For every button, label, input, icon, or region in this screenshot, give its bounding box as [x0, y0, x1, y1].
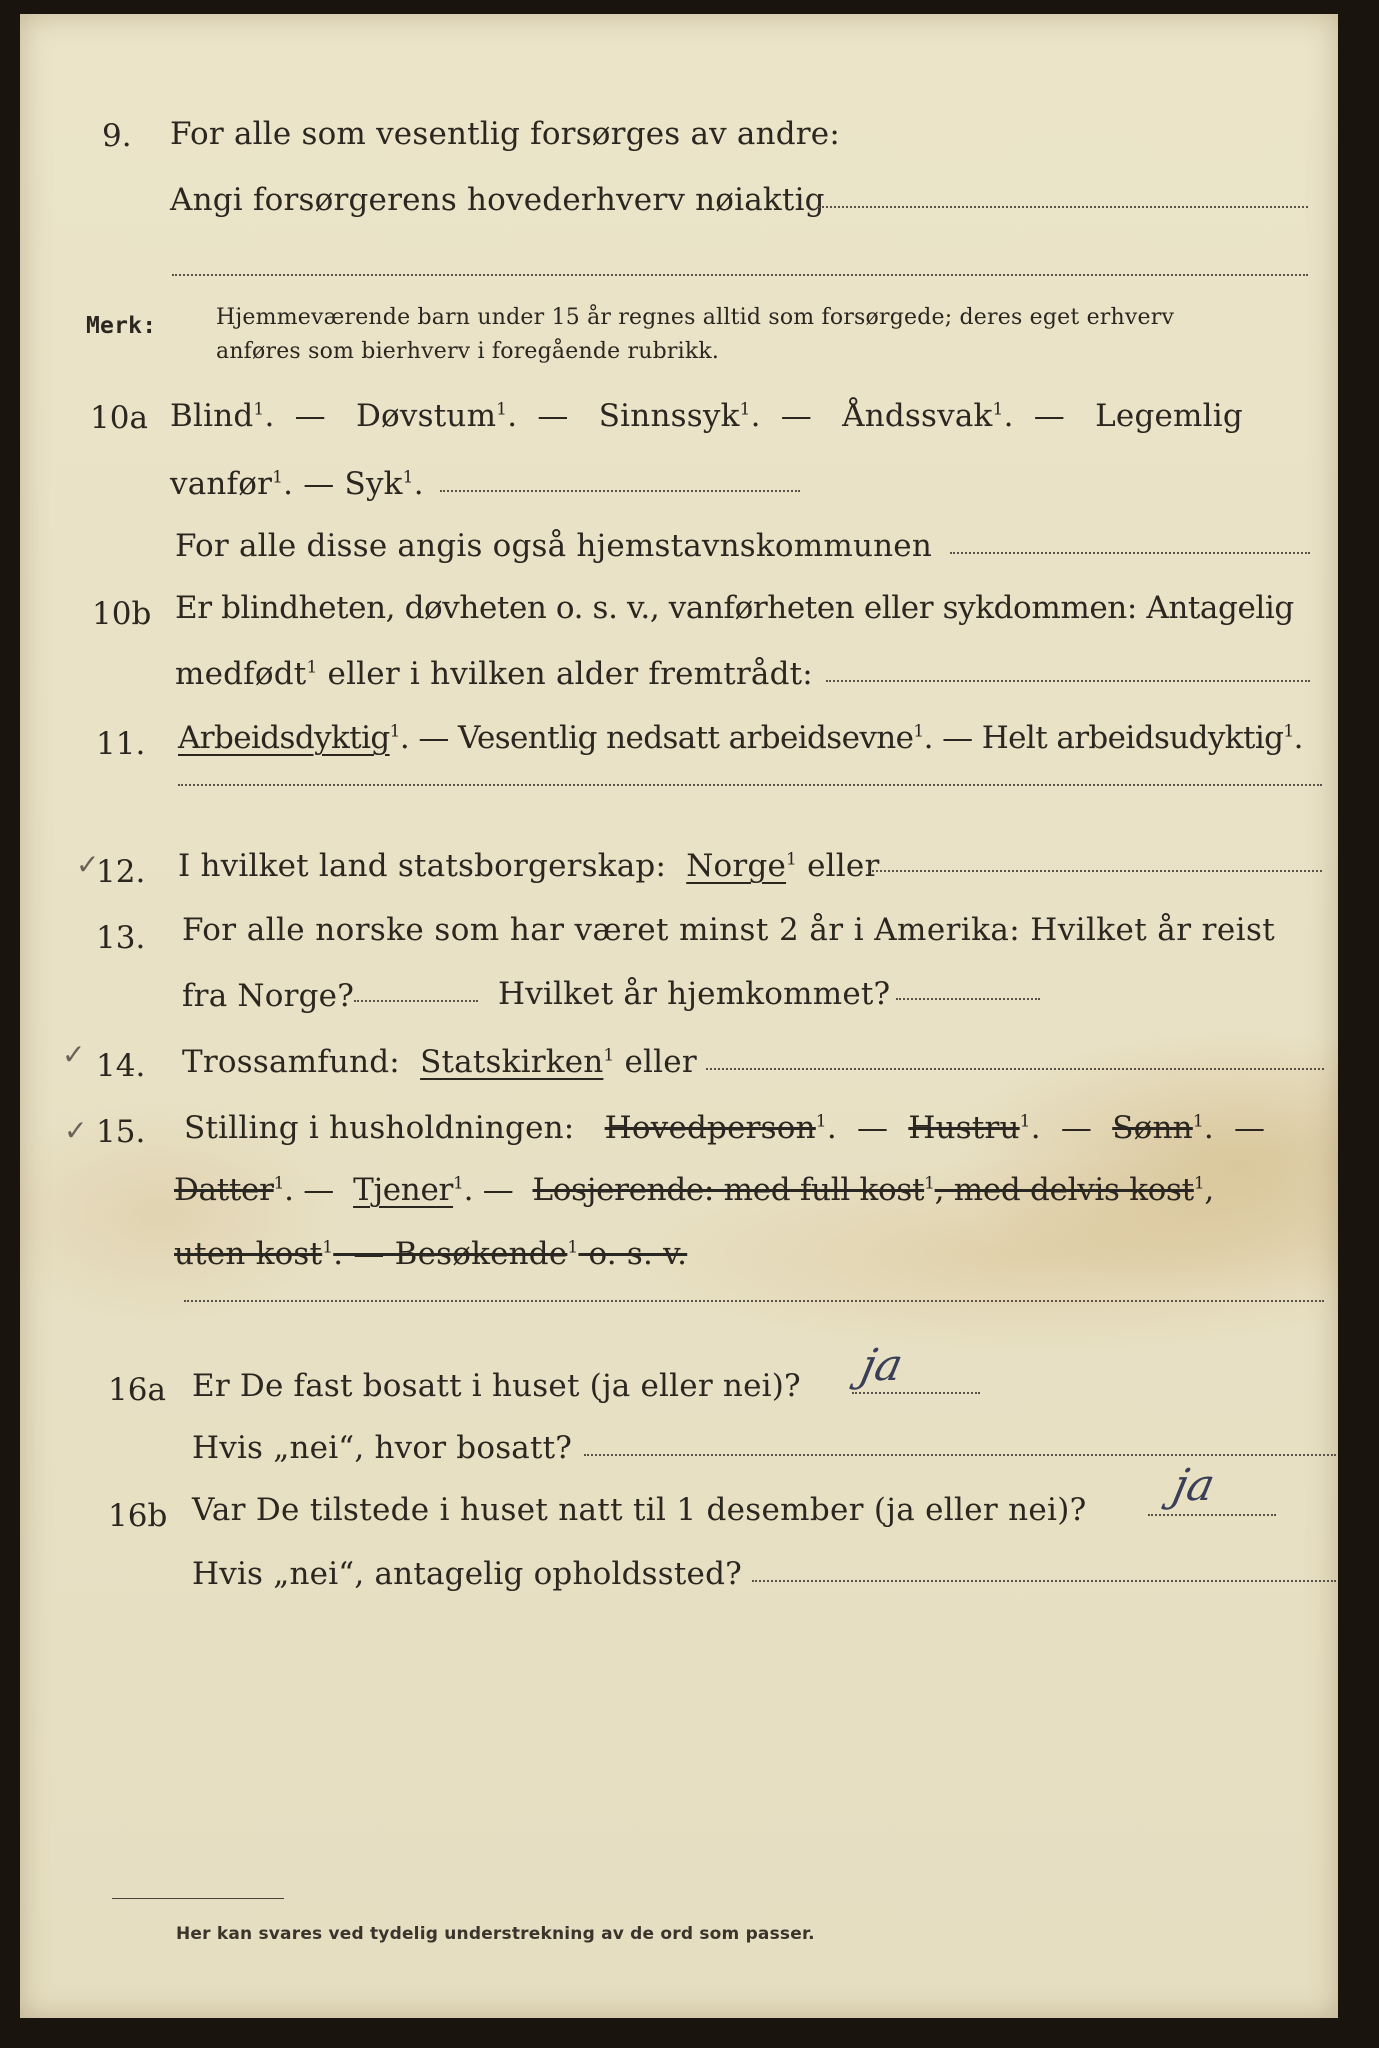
q10a-vanfor[interactable]: vanfør [170, 466, 273, 502]
dash: — [780, 398, 812, 434]
q15-losjerende[interactable]: Losjerende: med full kost [532, 1172, 925, 1208]
q10a-number: 10a [90, 400, 148, 436]
q13-fra: fra Norge? [182, 978, 355, 1014]
q11-number: 11. [96, 726, 146, 762]
q10a-andssvak[interactable]: Åndssvak [842, 398, 993, 434]
dash: — [537, 398, 569, 434]
q15-besokende[interactable]: . — Besøkende [333, 1236, 568, 1272]
q16b-line2: Hvis „nei“, antagelig opholdssted? [192, 1556, 742, 1592]
q10b-line1: Er blindheten, døvheten o. s. v., vanførheten eller sykdommen: Antagelig [175, 590, 1294, 626]
q14-eller: eller [614, 1044, 697, 1080]
q11-end: . [1293, 720, 1303, 756]
q10a-legemlig[interactable]: Legemlig [1095, 398, 1243, 434]
dash: — [857, 1110, 889, 1146]
q15-line2: Datter$^1$. — Tjener$^1$. — Losjerende: med full kost$^1$, med delvis kost$^1$, [174, 1172, 1214, 1208]
footnote-mark: 1 [1193, 1173, 1205, 1194]
merk-label: Merk: [86, 313, 157, 339]
q9-number: 9. [102, 118, 132, 154]
q16b-answer-line[interactable] [1148, 1514, 1276, 1516]
q12-check-mark: ✓ [76, 848, 100, 881]
q11-line [178, 720, 1303, 756]
footnote-mark: 1 [453, 1173, 464, 1194]
q15-osv: o. s. v. [578, 1236, 688, 1272]
q16b-answer[interactable]: ja [1168, 1460, 1220, 1511]
footnote-mark: 1 [389, 721, 400, 742]
q15-answer-line[interactable] [184, 1300, 1324, 1302]
q16a-line1: Er De fast bosatt i huset (ja eller nei)? [192, 1368, 801, 1404]
footnote-mark: 1 [786, 849, 798, 870]
q16b-opholdssted-line[interactable] [752, 1580, 1336, 1582]
q10a-dovstum[interactable]: Døvstum [356, 398, 497, 434]
q10b-number: 10b [92, 596, 152, 632]
q11-arbeidsdyktig[interactable]: Arbeidsdyktig [178, 720, 390, 756]
q14-statskirken[interactable]: Statskirken [420, 1044, 604, 1080]
dash: — [482, 1172, 514, 1208]
census-form-page [20, 14, 1338, 2018]
q10a-answer-line[interactable] [440, 490, 800, 492]
q13-number: 13. [96, 920, 146, 956]
q16b-line1: Var De tilstede i huset natt til 1 desember (ja eller nei)? [192, 1492, 1087, 1528]
q15-line3 [174, 1236, 687, 1272]
q12-norge[interactable]: Norge [686, 848, 787, 884]
footnote-mark: 1 [322, 1237, 334, 1258]
q9-line1: For alle som vesentlig forsørges av andre: [170, 116, 840, 152]
q16a-line2: Hvis „nei“, hvor bosatt? [192, 1430, 573, 1466]
footnote-mark: 1 [567, 1237, 579, 1258]
q15-sonn[interactable]: Sønn [1112, 1110, 1193, 1146]
q10a-hjemstavn-line[interactable] [950, 552, 1310, 554]
footnote-mark: 1 [913, 721, 924, 742]
q13-hjem: Hvilket år hjemkommet? [498, 976, 891, 1012]
footnote-mark: 1 [992, 399, 1004, 420]
q10a-syk[interactable]: Syk [344, 466, 403, 502]
dash: — [294, 398, 326, 434]
q12-answer-line[interactable] [868, 870, 1322, 872]
q13-line1: For alle norske som har været minst 2 år i Amerika: Hvilket år reist [182, 912, 1276, 948]
q16a-bosatt-line[interactable] [584, 1454, 1336, 1456]
q12-text: I hvilket land statsborgerskap: [178, 848, 667, 884]
q15-delvis[interactable]: , med delvis kost [934, 1172, 1194, 1208]
footnote-mark: 1 [924, 1173, 935, 1194]
q16a-number: 16a [108, 1372, 166, 1408]
q15-datter[interactable]: Datter [174, 1172, 274, 1208]
q13-hjemkommet-line[interactable] [896, 998, 1040, 1000]
q15-hovedperson[interactable]: Hovedperson [604, 1110, 816, 1146]
footnote-mark: 1 [496, 399, 508, 420]
q15-tjener[interactable]: Tjener [353, 1172, 454, 1208]
dash: — [303, 466, 335, 502]
footnote-text: Her kan svares ved tydelig understrekning av de ord som passer. [176, 1924, 815, 1944]
q10a-line2: vanfør$^1$. — Syk$^1$. [170, 466, 424, 502]
q15-check-mark: ✓ [64, 1114, 88, 1147]
q12-line [178, 848, 879, 884]
footnote-mark: 1 [402, 467, 414, 488]
q10a-line3: For alle disse angis også hjemstavnskommunen [175, 528, 932, 564]
footnote-rule [112, 1898, 284, 1899]
q10a-sinnssyk[interactable]: Sinnssyk [598, 398, 740, 434]
footnote-mark: 1 [815, 1111, 827, 1132]
q14-text: Trossamfund: [182, 1044, 400, 1080]
q11-nedsatt[interactable]: . — Vesentlig nedsatt arbeidsevne [399, 720, 914, 756]
footnote-mark: 1 [603, 1045, 615, 1066]
q14-answer-line[interactable] [706, 1068, 1324, 1070]
dash: — [1060, 1110, 1093, 1146]
q10a-blind[interactable]: Blind [170, 398, 254, 434]
q14-number: 14. [96, 1048, 146, 1084]
dash: — [303, 1172, 334, 1208]
q12-number: 12. [96, 854, 146, 890]
q11-answer-line[interactable] [178, 784, 1322, 786]
q15-text: Stilling i husholdningen: [184, 1110, 575, 1146]
q14-check-mark: ✓ [62, 1038, 86, 1071]
q10b-line2 [175, 656, 813, 692]
footnote-mark: 1 [253, 399, 265, 420]
footnote-mark: 1 [1192, 1111, 1204, 1132]
q16a-answer-line[interactable] [852, 1392, 980, 1394]
merk-line2: anføres som bierhverv i foregående rubrikk. [216, 339, 720, 364]
footnote-mark: 1 [306, 657, 318, 678]
q10a-line1: Blind$^1$. — Døvstum$^1$. — Sinnssyk$^1$. — Åndssvak$^1$. — Legemlig [170, 398, 1243, 434]
merk-line1: Hjemmeværende barn under 15 år regnes alltid som forsørgede; deres eget erhverv [216, 305, 1175, 330]
dash: — [1033, 398, 1065, 434]
q15-uten-kost[interactable]: uten kost [174, 1236, 323, 1272]
footnote-mark: 1 [1283, 721, 1294, 742]
q12-eller: eller [797, 848, 880, 884]
q15-hustru[interactable]: Hustru [908, 1110, 1020, 1146]
q9-answer-line[interactable] [818, 206, 1308, 208]
q11-udyktig[interactable]: . — Helt arbeidsudyktig [923, 720, 1284, 756]
q14-line [182, 1044, 697, 1080]
q10b-medfodt[interactable]: medfødt [175, 656, 307, 692]
q9-line2: Angi forsørgerens hovederhverv nøiaktig [170, 182, 825, 218]
q10b-rest: eller i hvilken alder fremtrådt: [317, 656, 813, 692]
footnote-mark: 1 [272, 467, 284, 488]
q16a-answer[interactable]: ja [856, 1340, 908, 1391]
q13-reist-line[interactable] [354, 1000, 478, 1002]
q16b-number: 16b [108, 1498, 168, 1534]
footnote-mark: 1 [1019, 1111, 1031, 1132]
dash: — [1234, 1110, 1266, 1146]
q15-number: 15. [96, 1114, 146, 1150]
q9-answer-line-2[interactable] [172, 274, 1308, 276]
q15-line1: Stilling i husholdningen: Hovedperson$^1$. — Hustru$^1$. — Sønn$^1$. — [184, 1110, 1266, 1146]
footnote-mark: 1 [273, 1173, 285, 1194]
footnote-mark: 1 [739, 399, 751, 420]
q10b-answer-line[interactable] [826, 680, 1310, 682]
